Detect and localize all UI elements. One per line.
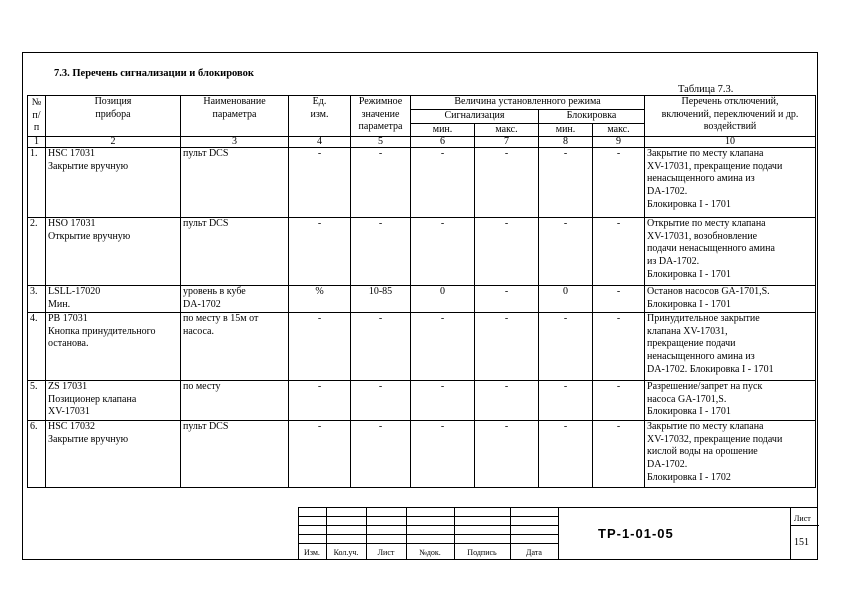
- row-block-min: -: [539, 218, 593, 286]
- row-signal-max: -: [475, 381, 539, 421]
- row-block-max: -: [593, 381, 645, 421]
- row-param-name: пульт DCS: [181, 421, 289, 488]
- row-signal-min: -: [411, 421, 475, 488]
- row-block-min: -: [539, 148, 593, 218]
- row-unit: -: [289, 218, 351, 286]
- row-position: HSC 17032 Закрытие вручную: [46, 421, 181, 488]
- row-actions: Открытие по месту клапана XV-17031, возобновление подачи ненасыщенного амина из DA-1702. Блокировка I - 1701: [645, 218, 816, 286]
- row-param-name: пульт DCS: [181, 148, 289, 218]
- col-number: 4: [289, 137, 351, 148]
- stamp-label-change: Изм.: [304, 548, 320, 557]
- row-block-max: -: [593, 286, 645, 313]
- row-mode-value: -: [351, 313, 411, 381]
- header-set-value: Величина установленного режима: [411, 96, 645, 110]
- header-block-min: мин.: [539, 123, 593, 137]
- row-block-min: -: [539, 313, 593, 381]
- row-actions: Принудительное закрытие клапана XV-17031, прекращение подачи ненасыщенного амина из DA-1702. Блокировка I - 1701: [645, 313, 816, 381]
- row-unit: -: [289, 421, 351, 488]
- table-row: [28, 218, 816, 286]
- section-title: 7.3. Перечень сигнализации и блокировок: [54, 68, 254, 79]
- row-number: 2.: [28, 218, 46, 286]
- row-unit: -: [289, 148, 351, 218]
- stamp-label-count: Кол.уч.: [333, 548, 359, 557]
- row-number: 6.: [28, 421, 46, 488]
- sheet-label: Лист: [794, 514, 811, 523]
- row-signal-max: -: [475, 286, 539, 313]
- column-number-row: [28, 137, 816, 148]
- row-param-name: по месту в 15м от насоса.: [181, 313, 289, 381]
- row-unit: %: [289, 286, 351, 313]
- row-actions: Закрытие по месту клапана XV-17031, прекращение подачи ненасыщенного амина из DA-1702. Блокировка I - 1701: [645, 148, 816, 218]
- header-block: Блокировка: [539, 110, 645, 124]
- col-number: 10: [645, 137, 816, 148]
- revision-grid: [298, 507, 558, 560]
- row-actions: Закрытие по месту клапана XV-17032, прекращение подачи кислой воды на орошение DA-1702. Блокировка I - 1702: [645, 421, 816, 488]
- col-number: 6: [411, 137, 475, 148]
- header-signal-max: макс.: [475, 123, 539, 137]
- row-number: 5.: [28, 381, 46, 421]
- header-num: № п/п: [28, 96, 46, 137]
- col-number: 8: [539, 137, 593, 148]
- table-label: Таблица 7.3.: [678, 84, 734, 95]
- header-unit: Ед. изм.: [289, 96, 351, 137]
- header-position: Позиция прибора: [46, 96, 181, 137]
- row-actions: Останов насосов GA-1701,S. Блокировка I - 1701: [645, 286, 816, 313]
- col-number: 9: [593, 137, 645, 148]
- header-signal: Сигнализация: [411, 110, 539, 124]
- stamp-label-docnum: №док.: [419, 548, 441, 557]
- header-signal-min: мин.: [411, 123, 475, 137]
- row-block-max: -: [593, 313, 645, 381]
- row-signal-min: -: [411, 218, 475, 286]
- row-param-name: пульт DCS: [181, 218, 289, 286]
- row-mode-value: -: [351, 421, 411, 488]
- sheet-number: 151: [794, 537, 809, 548]
- row-mode-value: -: [351, 218, 411, 286]
- col-number: 5: [351, 137, 411, 148]
- row-mode-value: 10-85: [351, 286, 411, 313]
- row-block-max: -: [593, 421, 645, 488]
- title-block: [298, 507, 818, 560]
- row-signal-max: -: [475, 421, 539, 488]
- row-unit: -: [289, 313, 351, 381]
- document-code: ТР-1-01-05: [598, 526, 674, 541]
- stamp-label-signature: Подпись: [467, 548, 497, 557]
- header-block-max: макс.: [593, 123, 645, 137]
- row-signal-min: -: [411, 313, 475, 381]
- row-actions: Разрешение/запрет на пуск насоса GA-1701,S. Блокировка I - 1701: [645, 381, 816, 421]
- row-block-max: -: [593, 148, 645, 218]
- col-number: 1: [28, 137, 46, 148]
- col-number: 2: [46, 137, 181, 148]
- row-param-name: уровень в кубе DA-1702: [181, 286, 289, 313]
- row-number: 4.: [28, 313, 46, 381]
- row-position: LSLL-17020 Мин.: [46, 286, 181, 313]
- col-number: 7: [475, 137, 539, 148]
- row-block-min: -: [539, 421, 593, 488]
- table-row: [28, 381, 816, 421]
- row-position: HSO 17031 Открытие вручную: [46, 218, 181, 286]
- table-row: [28, 286, 816, 313]
- row-signal-min: 0: [411, 286, 475, 313]
- row-block-min: 0: [539, 286, 593, 313]
- row-number: 1.: [28, 148, 46, 218]
- row-signal-max: -: [475, 218, 539, 286]
- sheet-box: [790, 507, 819, 560]
- table-row: [28, 148, 816, 218]
- row-signal-max: -: [475, 148, 539, 218]
- header-param-name: Наименование параметра: [181, 96, 289, 137]
- table-row: [28, 313, 816, 381]
- signal-table: [27, 95, 816, 488]
- row-position: HSC 17031 Закрытие вручную: [46, 148, 181, 218]
- row-param-name: по месту: [181, 381, 289, 421]
- row-position: PB 17031 Кнопка принудительного останова.: [46, 313, 181, 381]
- row-mode-value: -: [351, 381, 411, 421]
- row-mode-value: -: [351, 148, 411, 218]
- table-row: [28, 421, 816, 488]
- stamp-label-date: Дата: [526, 548, 542, 557]
- row-block-max: -: [593, 218, 645, 286]
- row-number: 3.: [28, 286, 46, 313]
- header-mode-value: Режимное значение параметра: [351, 96, 411, 137]
- row-block-min: -: [539, 381, 593, 421]
- col-number: 3: [181, 137, 289, 148]
- row-signal-max: -: [475, 313, 539, 381]
- row-signal-min: -: [411, 148, 475, 218]
- row-signal-min: -: [411, 381, 475, 421]
- row-position: ZS 17031 Позиционер клапана XV-17031: [46, 381, 181, 421]
- stamp-label-sheet: Лист: [377, 548, 395, 557]
- row-unit: -: [289, 381, 351, 421]
- header-actions: Перечень отключений, включений, переключений и др. воздействий: [645, 96, 816, 137]
